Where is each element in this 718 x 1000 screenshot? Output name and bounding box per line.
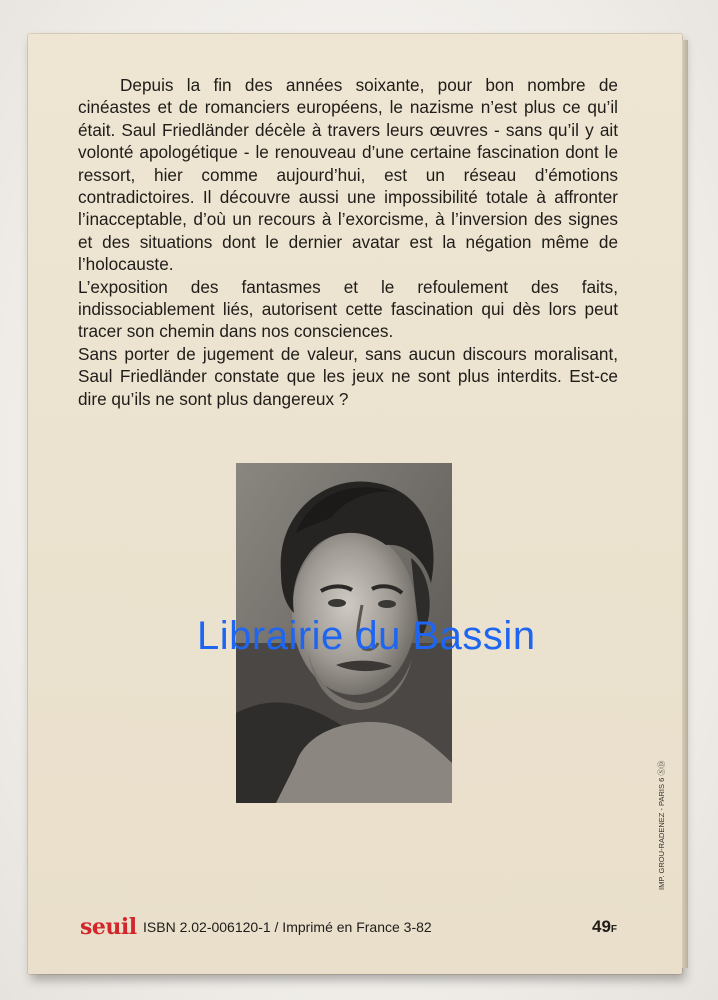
publisher-logo: seuil — [80, 914, 137, 940]
printer-credit: IMP. GROU-RADENEZ - PARIS 6 ⓈⒹ — [657, 760, 666, 890]
isbn-line: ISBN 2.02-006120-1 / Imprimé en France 3-82 — [143, 919, 432, 935]
price-label — [592, 917, 617, 937]
bookseller-watermark: Librairie du Bassin — [197, 614, 536, 658]
blurb-paragraph-2: L’exposition des fantasmes et le refoulement des faits, indissociablement liés, autorisent cette fascination qui dès lors peut tracer son chemin dans nos consciences. — [78, 276, 618, 342]
blurb-paragraph-3: Sans porter de jugement de valeur, sans aucun discours moralisant, Saul Friedländer constate que les jeux ne sont plus interdits. Est-ce dire qu’ils ne sont plus dangereux ? — [78, 343, 618, 409]
back-cover-blurb — [78, 74, 618, 410]
blurb-paragraph-1: Depuis la fin des années soixante, pour bon nombre de cinéastes et de romanciers européens, le nazisme n’est plus ce qu’il était. Saul Friedländer décèle à travers leurs œuvres - sans qu’il y ait volonté apologétique - le renouveau d’une certaine fascination dont le ressort, hier comme aujourd’hui, est un réseau d’émotions contradictoires. Il découvre aussi une impossibilité totale à affronter l’inacceptable, d’où un recours à l’exorcisme, à l’inversion des signes et des situations dont le dernier avatar est la négation même de l’holocauste. — [78, 75, 618, 275]
price-value: 49 — [592, 917, 611, 936]
price-unit: F — [610, 924, 618, 935]
